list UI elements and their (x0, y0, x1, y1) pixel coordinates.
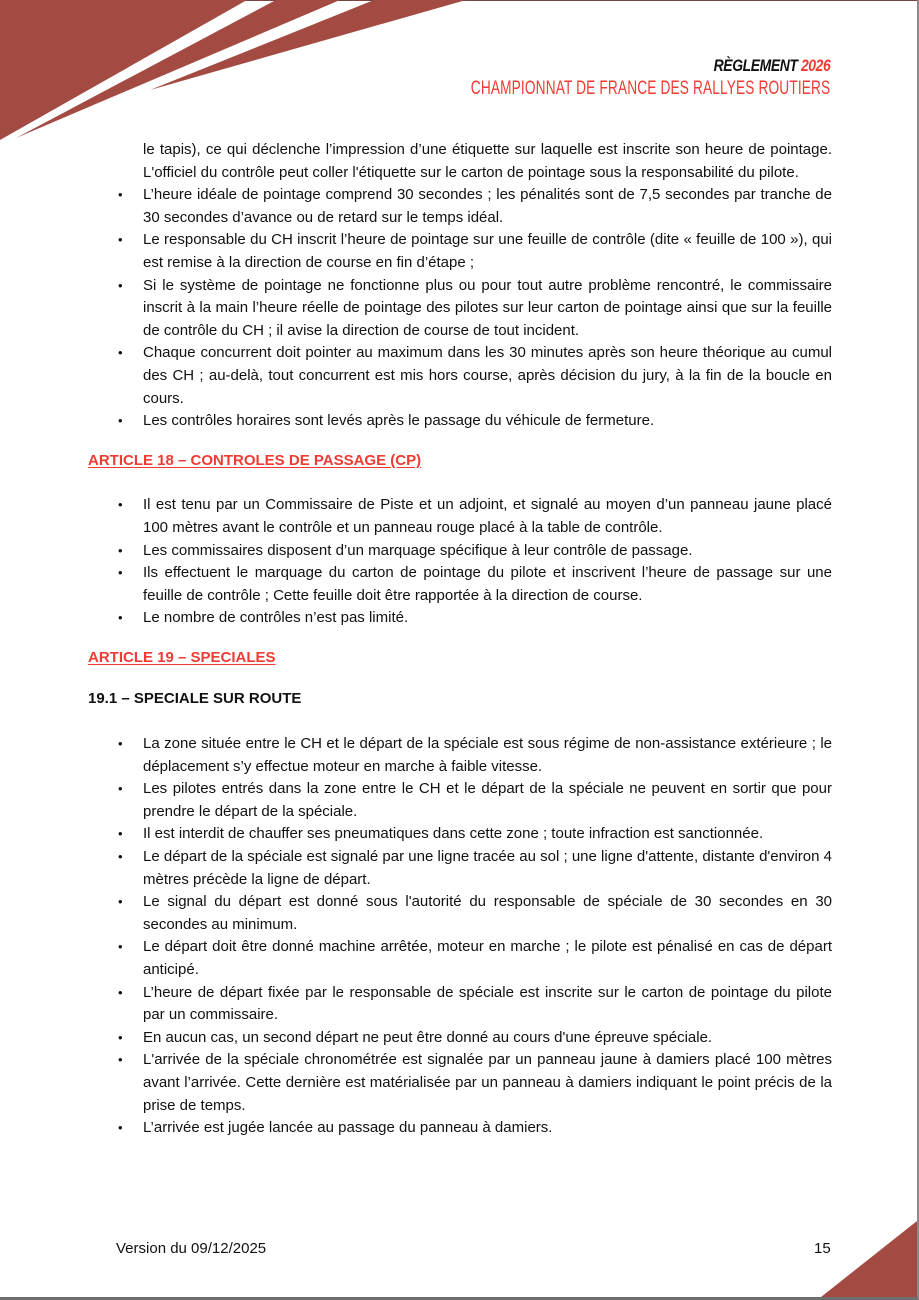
list-item-text: Les pilotes entrés dans la zone entre le CH et le départ de la spéciale ne peuvent en sortir que pour prendre le départ de la spéciale. (143, 780, 832, 820)
list-item-text: Il est tenu par un Commissaire de Piste et un adjoint, et signalé au moyen d’un panneau jaune placé 100 mètres avant le contrôle et un panneau rouge placé à la table de contrôle. (143, 496, 832, 536)
list-item (88, 1049, 832, 1117)
bullet-icon: • (118, 187, 123, 203)
list-item (88, 936, 832, 981)
list-item-text: La zone située entre le CH et le départ de la spéciale est sous régime de non-assistance extérieure ; le déplacement s’y effectue moteur en marche à faible vitesse. (143, 735, 832, 775)
list-item (88, 342, 832, 410)
bullet-icon: • (118, 610, 123, 626)
list-item-text: Le départ de la spéciale est signalé par une ligne tracée au sol ; une ligne d'attente, distante d'environ 4 mètres précède la ligne de départ. (143, 848, 832, 888)
list-item (88, 982, 832, 1027)
article-19-bullet-list (88, 733, 832, 1140)
list-item-text: L’heure de départ fixée par le responsable de spéciale est inscrite sur le carton de pointage du pilote par un commissaire. (143, 983, 832, 1024)
list-item-text: Les contrôles horaires sont levés après le passage du véhicule de fermeture. (143, 412, 655, 430)
list-item-text: Le nombre de contrôles n’est pas limité. (143, 609, 409, 627)
bullet-icon: • (118, 542, 123, 558)
list-item-text: L'arrivée de la spéciale chronométrée est signalée par un panneau jaune à damiers placé 100 mètres avant l’arrivée. Cette dernière est matérialisée par un panneau à damiers indiquant le point précis de la prise de temps. (143, 1051, 832, 1114)
list-item (88, 494, 832, 539)
list-item-text: Le départ doit être donné machine arrêtée, moteur en marche ; le pilote est pénalisé en cas de départ anticipé. (143, 938, 832, 978)
article-18-bullet-list (88, 494, 832, 630)
list-item-text: Il est interdit de chauffer ses pneumatiques dans cette zone ; toute infraction est sanctionnée. (143, 825, 764, 843)
bullet-icon: • (118, 1029, 123, 1045)
bullet-icon: • (118, 939, 123, 955)
list-item (88, 891, 832, 936)
list-item (88, 229, 832, 274)
list-item (88, 184, 832, 229)
continuation-paragraph: le tapis), ce qui déclenche l’impression d’une étiquette sur laquelle est inscrite son heure de pointage. L'officiel du contrôle peut coller l'étiquette sur le carton de pointage sous la responsabilité du pilote. (143, 141, 832, 181)
header-title-year: 2026 (800, 56, 830, 75)
bullet-icon: • (118, 413, 123, 429)
bullet-icon: • (118, 781, 123, 797)
list-item (88, 1027, 832, 1050)
article-18-heading: ARTICLE 18 – CONTROLES DE PASSAGE (CP) (88, 451, 422, 469)
list-item (88, 562, 832, 607)
ch-bullet-list (88, 184, 832, 433)
bullet-icon: • (118, 826, 123, 842)
list-item-text: Le signal du départ est donné sous l'autorité du responsable de spéciale de 30 secondes en 30 secondes au minimum. (143, 893, 832, 933)
list-item-text: Ils effectuent le marquage du carton de pointage du pilote et inscrivent l’heure de passage sur une feuille de contrôle ; Cette feuille doit être rapportée à la direction de course. (143, 564, 832, 604)
bullet-icon: • (118, 232, 123, 248)
list-item-text: L’arrivée est jugée lancée au passage du panneau à damiers. (143, 1119, 553, 1137)
bullet-icon: • (118, 849, 123, 865)
document-body (88, 139, 832, 1140)
page-number: 15 (814, 1240, 831, 1257)
list-item (88, 275, 832, 343)
list-item (88, 1117, 832, 1140)
list-item-text: Si le système de pointage ne fonctionne plus ou pour tout autre problème rencontré, le commissaire inscrit à la main l’heure réelle de pointage des pilotes sur leur carton de pointage ainsi que sur la feuille de contrôle du CH ; il avise la direction de course de tout incident. (143, 276, 832, 339)
bullet-icon: • (118, 894, 123, 910)
bullet-icon: • (118, 1052, 123, 1068)
article-19-heading: ARTICLE 19 – SPECIALES (88, 648, 276, 666)
list-item-text: Le responsable du CH inscrit l’heure de pointage sur une feuille de contrôle (dite « feuille de 100 »), qui est remise à la direction de course en fin d’étape ; (143, 231, 832, 271)
footer-version: Version du 09/12/2025 (116, 1240, 267, 1257)
header-title (421, 55, 830, 77)
bullet-icon: • (118, 1120, 123, 1136)
bullet-icon: • (118, 277, 123, 293)
bullet-icon: • (118, 565, 123, 581)
list-item (88, 733, 832, 778)
list-item-text: Les commissaires disposent d’un marquage spécifique à leur contrôle de passage. (143, 541, 693, 559)
header-subtitle: CHAMPIONNAT DE FRANCE DES RALLYES ROUTIERS (470, 78, 830, 99)
list-item-text: Chaque concurrent doit pointer au maximum dans les 30 minutes après son heure théorique au cumul des CH ; au-delà, tout concurrent est mis hors course, après décision du jury, à la fin de la boucle en cours. (143, 344, 832, 407)
bullet-icon: • (118, 984, 123, 1000)
list-item (88, 823, 832, 846)
list-item (88, 778, 832, 823)
bullet-icon: • (118, 736, 123, 752)
bottom-right-corner-decoration-icon (821, 1221, 917, 1297)
header-title-word: RÈGLEMENT (713, 56, 798, 75)
list-item (88, 540, 832, 563)
document-header (331, 55, 830, 101)
list-item (88, 607, 832, 630)
section-19-1-heading: 19.1 – SPECIALE SUR ROUTE (88, 690, 302, 708)
list-item-text: L’heure idéale de pointage comprend 30 secondes ; les pénalités sont de 7,5 secondes par tranche de 30 secondes d’avance ou de retard sur le temps idéal. (143, 186, 832, 226)
list-item-text: En aucun cas, un second départ ne peut être donné au cours d'une épreuve spéciale. (143, 1028, 713, 1046)
list-item (88, 410, 832, 433)
bullet-icon: • (118, 497, 123, 513)
bullet-icon: • (118, 345, 123, 361)
list-item (88, 846, 832, 891)
